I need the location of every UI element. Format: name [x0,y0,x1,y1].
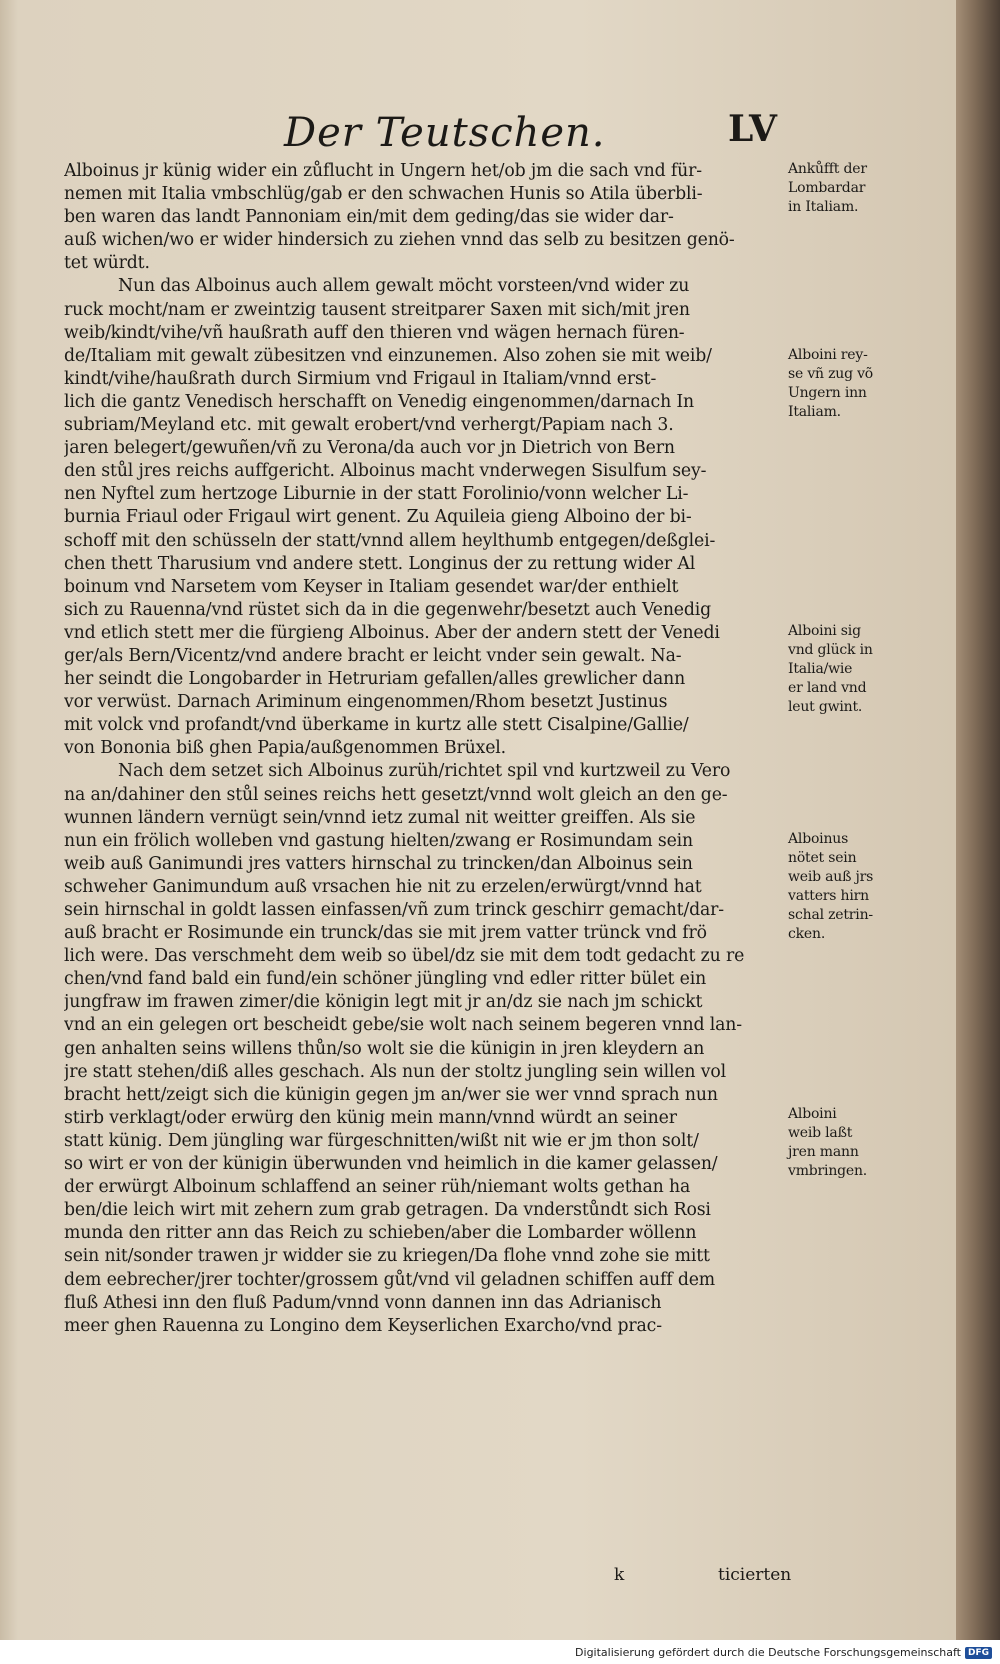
catchword: ticierten [718,1565,792,1585]
text-line: jaren belegert/gewuñen/vñ zu Verona/da auch vor jn Dietrich von Bern [64,438,675,459]
text-line: dem eebrecher/jrer tochter/grossem gůt/vnd vil geladnen schiffen auff dem [64,1269,716,1290]
text-line: wunnen ländern vernügt sein/vnnd ietz zumal nit weitter greiffen. Als sie [64,807,696,828]
gloss-line: vatters hirn [788,888,869,904]
gloss-line: in Italiam. [788,199,859,215]
text-line: chen thett Tharusium vnd andere stett. Longinus der zu rettung wider Al [64,553,696,574]
text-line: ruck mocht/nam er zweintzig tausent streitparer Saxen mit sich/mit jren [64,299,690,320]
gloss-line: Ankůfft der [788,161,867,177]
text-line: bracht hett/zeigt sich die künigin gegen jm an/wer sie wer vnnd sprach nun [64,1084,718,1105]
main-text-block [64,160,786,1338]
gloss-line: Lombardar [788,180,866,196]
text-line: Alboinus jr künig wider ein zůflucht in Ungern het/ob jm die sach vnd für‐ [64,161,702,181]
text-line: fluß Athesi inn den fluß Padum/vnnd vonn dannen inn das Adrianisch [64,1292,662,1313]
text-line: de/Italiam mit gewalt zübesitzen vnd einzunemen. Also zohen sie mit weib/ [64,345,712,366]
gloss-line: weib laßt [788,1125,853,1141]
text-line: den stůl jres reichs auffgericht. Alboinus macht vnderwegen Sisulfum sey‐ [64,461,707,482]
text-line: nun ein frölich wolleben vnd gastung hielten/zwang er Rosimundam sein [64,830,694,851]
gloss-line: Alboinus [788,831,849,847]
text-line: ger/als Bern/Vicentz/vnd andere bracht er leicht vnder sein gewalt. Na‐ [64,645,682,666]
text-line: weib/kindt/vihe/vñ haußrath auff den thieren vnd wägen hernach füren‐ [64,322,685,343]
margin-gloss-1 [788,160,900,217]
text-line: meer ghen Rauenna zu Longino dem Keyserlichen Exarcho/vnd prac‐ [64,1315,662,1336]
running-head: Der Teutschen. [284,110,606,156]
gloss-line: nötet sein [788,850,857,866]
margin-gloss-3 [788,622,900,717]
gloss-line: se vñ zug võ [788,366,874,382]
text-line: her seindt die Longobarder in Hetruriam gefallen/alles grewlicher dann [64,669,686,690]
text-line: nen Nyftel zum hertzoge Liburnie in der statt Forolinio/vonn welcher Li‐ [64,484,689,505]
gloss-line: leut gwint. [788,699,863,715]
text-line: ben waren das landt Pannoniam ein/mit dem geding/das sie wider dar‐ [64,207,674,228]
credit-line [575,1646,992,1659]
text-line: schweher Ganimundum auß vrsachen hie nit zu erzelen/erwürgt/vnnd hat [64,876,702,897]
text-line: chen/vnd fand bald ein fund/ein schöner jüngling vnd edler ritter bület ein [64,969,707,990]
text-line: tet würdt. [64,253,150,274]
text-line: auß wichen/wo er wider hindersich zu ziehen vnnd das selb zu besitzen genö‐ [64,230,735,251]
text-line: Nach dem setzet sich Alboinus zurüh/richtet spil vnd kurtzweil zu Vero [118,761,731,782]
text-line: schoff mit den schüsseln der statt/vnnd allem heylthumb entgegen/deßglei‐ [64,530,716,551]
gloss-line: Alboini [788,1106,837,1122]
text-line: sich zu Rauenna/vnd rüstet sich da in die gegenwehr/besetzt auch Venedig [64,599,712,620]
gloss-line: cken. [788,926,826,942]
gloss-line: vnd glück in [788,642,873,658]
text-line: vnd etlich stett mer die fürgieng Alboinus. Aber der andern stett der Venedi [64,622,720,643]
gloss-line: Alboini sig [788,623,861,639]
folio-number: LV [728,108,777,150]
gloss-line: Italiam. [788,404,841,420]
text-line: subriam/Meyland etc. mit gewalt erobert/vnd verhergt/Papiam nach 3. [64,415,674,436]
text-line: boinum vnd Narsetem vom Keyser in Italiam gesendet war/der enthielt [64,576,679,597]
gloss-line: weib auß jrs [788,869,874,885]
text-line: sein nit/sonder trawen jr widder sie zu kriegen/Da flohe vnnd zohe sie mitt [64,1246,710,1267]
gloss-line: jren mann [788,1144,859,1160]
text-line: der erwürgt Alboinum schlaffend an seiner rüh/niemant wolts gethan ha [64,1177,691,1198]
margin-gloss-5 [788,1105,900,1181]
text-line: jungfraw im frawen zimer/die königin legt mit jr an/dz sie nach jm schickt [64,992,703,1013]
gloss-line: Ungern inn [788,385,867,401]
text-line: Nun das Alboinus auch allem gewalt möcht vorsteen/vnd wider zu [118,276,690,297]
text-line: lich were. Das verschmeht dem weib so übel/dz sie mit dem todt gedacht zu re [64,946,745,967]
text-line: mit volck vnd profandt/vnd überkame in kurtz alle stett Cisalpine/Gallie/ [64,715,689,736]
text-line: stirb verklagt/oder erwürg den künig mein mann/vnnd würdt an seiner [64,1107,677,1128]
text-line: jre statt stehen/diß alles geschach. Als nun der stoltz jungling sein willen vol [64,1061,726,1082]
text-line: vnd an ein gelegen ort bescheidt gebe/sie wolt nach seinem begeren vnnd lan‐ [64,1015,742,1036]
margin-gloss-4 [788,830,900,944]
text-line: na an/dahiner den stůl seines reichs hett gesetzt/vnnd wolt gleich an den ge‐ [64,784,728,805]
text-line: auß bracht er Rosimunde ein trunck/das sie mit jrem vatter trünck vnd frö [64,923,707,944]
signature-mark: k [614,1565,625,1585]
page-edge [956,0,1000,1640]
text-line: lich die gantz Venedisch herschafft on Venedig eingenommen/darnach In [64,391,695,412]
text-line: sein hirnschal in goldt lassen einfassen/vñ zum trinck geschirr gemacht/dar‐ [64,900,724,920]
text-line: kindt/vihe/haußrath durch Sirmium vnd Frigaul in Italiam/vnnd erst‐ [64,368,657,389]
text-line: weib auß Ganimundi jres vatters hirnschal zu trincken/dan Alboinus sein [64,853,693,874]
gloss-line: Italia/wie [788,661,853,677]
text-line: ben/die leich wirt mit zehern zum grab getragen. Da vnderstůndt sich Rosi [64,1200,711,1221]
credit-text: Digitalisierung gefördert durch die Deutsche Forschungsgemeinschaft [575,1646,961,1659]
text-line: von Bononia biß ghen Papia/außgenommen Brüxel. [64,738,507,759]
margin-gloss-2 [788,346,900,422]
text-line: so wirt er von der künigin überwunden vnd heimlich in die kamer gelassen/ [64,1154,718,1175]
text-line: burnia Friaul oder Frigaul wirt genent. Zu Aquileia gieng Alboino der bi‐ [64,507,692,528]
text-line: vor verwüst. Darnach Ariminum eingenommen/Rhom besetzt Justinus [64,692,668,713]
text-line: gen anhalten seins willens thůn/so wolt sie die künigin in jren kleydern an [64,1038,705,1059]
dfg-logo: DFG [965,1647,992,1659]
text-line: statt künig. Dem jüngling war fürgeschnitten/wißt nit wie er jm thon solt/ [64,1130,699,1151]
gloss-line: er land vnd [788,680,867,696]
text-line: munda den ritter ann das Reich zu schieben/aber die Lombarder wöllenn [64,1223,697,1244]
gloss-line: schal zetrin‐ [788,907,873,923]
text-line: nemen mit Italia vmbschlüg/gab er den schwachen Hunis so Atila überbli‐ [64,184,703,205]
gloss-line: vmbringen. [788,1163,868,1179]
gloss-line: Alboini rey‐ [788,347,868,363]
